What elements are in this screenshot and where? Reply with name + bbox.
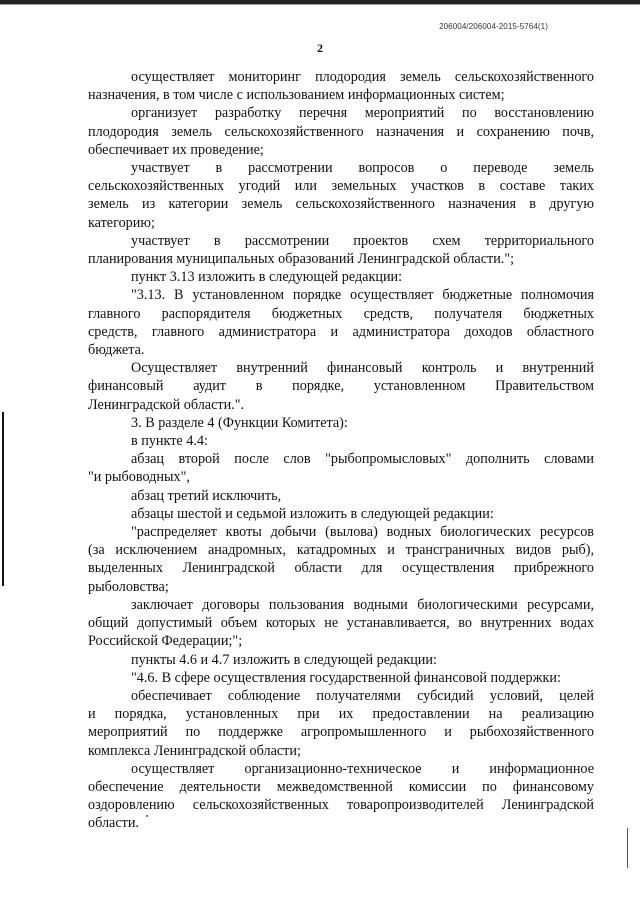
paragraph	[88, 450, 594, 486]
text-line: осуществляет мониторинг плодородия земель сельскохозяйственного	[131, 69, 594, 85]
paragraph	[88, 68, 594, 104]
paragraph	[88, 432, 594, 450]
text-line: общий допустимый объем которых не устанавливается, во внутренних водах	[88, 615, 594, 632]
text-line: сельскохозяйственных угодий или земельных участков в составе таких	[88, 178, 594, 195]
text-line: Ленинградской области.".	[88, 396, 245, 413]
paragraph	[88, 159, 594, 232]
text-line: категорию;	[88, 214, 155, 231]
text-line: назначения, в том числе с использованием информационных систем;	[88, 87, 505, 104]
text-line: участвует в рассмотрении проектов схем территориального	[131, 232, 594, 249]
paragraph	[88, 268, 594, 286]
paragraph	[88, 760, 594, 833]
paragraph	[88, 651, 594, 669]
text-line: обеспечивает соблюдение получателями субсидий условий, целей	[131, 687, 594, 704]
text-line: "4.6. В сфере осуществления государственной финансовой поддержки:	[131, 669, 561, 686]
paragraph	[88, 669, 594, 687]
text-line: организует разработку перечня мероприятий по восстановлению	[131, 105, 594, 122]
paragraph	[88, 286, 594, 359]
text-line: участвует в рассмотрении вопросов о переводе земель	[131, 160, 594, 177]
text-line: пункт 3.13 изложить в следующей редакции:	[131, 269, 403, 286]
text-line: земель из категории земель сельскохозяйственного назначения в другую	[88, 196, 594, 213]
text-line: планирования муниципальных образований Ленинградской области.";	[88, 251, 515, 268]
text-line: "и рыбоводных",	[88, 469, 190, 486]
page-number: 2	[317, 41, 323, 55]
text-line: средств, главного администратора и администратора доходов областного	[88, 323, 594, 340]
text-line: "3.13. В установленном порядке осуществляет бюджетные полномочия	[131, 287, 594, 304]
document-number: 206004/206004-2015-5764(1)	[439, 22, 548, 31]
text-line: абзац третий исключить,	[131, 487, 282, 504]
text-line: Осуществляет внутренний финансовый контроль и внутренний	[131, 360, 594, 377]
text-line: комплекса Ленинградской области;	[88, 742, 301, 759]
text-line: (за исключением анадромных, катадромных и трансграничных видов рыб),	[88, 542, 594, 559]
text-line: бюджета.	[88, 342, 145, 359]
paragraph	[88, 523, 594, 596]
scan-margin-mark	[2, 412, 4, 586]
text-line: и порядка, установленных при их предоставлении на реализацию	[88, 706, 594, 723]
text-line: главного распорядителя бюджетных средств, получателя бюджетных	[88, 305, 594, 322]
paragraph	[88, 596, 594, 651]
text-line: финансовый аудит в порядке, установленном Правительством	[88, 378, 594, 395]
text-line: абзац второй после слов "рыбопромысловых" дополнить словами	[131, 451, 594, 468]
paragraph	[88, 104, 594, 159]
text-line: выделенных Ленинградской области для осуществления прибрежного	[88, 560, 594, 577]
text-line: оздоровлению сельскохозяйственных товаропроизводителей Ленинградской	[88, 797, 594, 814]
scan-top-border-shadow	[0, 4, 640, 5]
text-line: плодородия земель сельскохозяйственного назначения и сохранению почв,	[88, 123, 594, 140]
text-line: области.	[88, 815, 139, 832]
text-line: пункты 4.6 и 4.7 изложить в следующей редакции:	[131, 651, 437, 668]
paragraph	[88, 232, 594, 268]
text-line: 3. В разделе 4 (Функции Комитета):	[131, 414, 348, 431]
paragraph	[88, 414, 594, 432]
paragraph	[88, 687, 594, 760]
text-line: осуществляет организационно-техническое и информационное	[131, 760, 594, 777]
scan-edge-mark	[627, 828, 628, 868]
text-line: рыболовства;	[88, 578, 169, 595]
paragraph	[88, 505, 594, 523]
text-line: Российской Федерации;";	[88, 633, 243, 650]
text-line: "распределяет квоты добычи (вылова) водных биологических ресурсов	[131, 524, 594, 541]
paragraph	[88, 487, 594, 505]
paragraph	[88, 359, 594, 414]
text-line: мероприятий по поддержке агропромышленного и рыбохозяйственного	[88, 724, 594, 741]
text-line: обеспечивает их проведение;	[88, 141, 264, 158]
document-body	[88, 68, 594, 833]
text-line: обеспечение деятельности межведомственной комиссии по финансовому	[88, 778, 594, 795]
text-line: абзацы шестой и седьмой изложить в следующей редакции:	[131, 505, 494, 522]
text-line: в пункте 4.4:	[131, 433, 208, 450]
text-line: заключает договоры пользования водными биологическими ресурсами,	[131, 596, 594, 613]
